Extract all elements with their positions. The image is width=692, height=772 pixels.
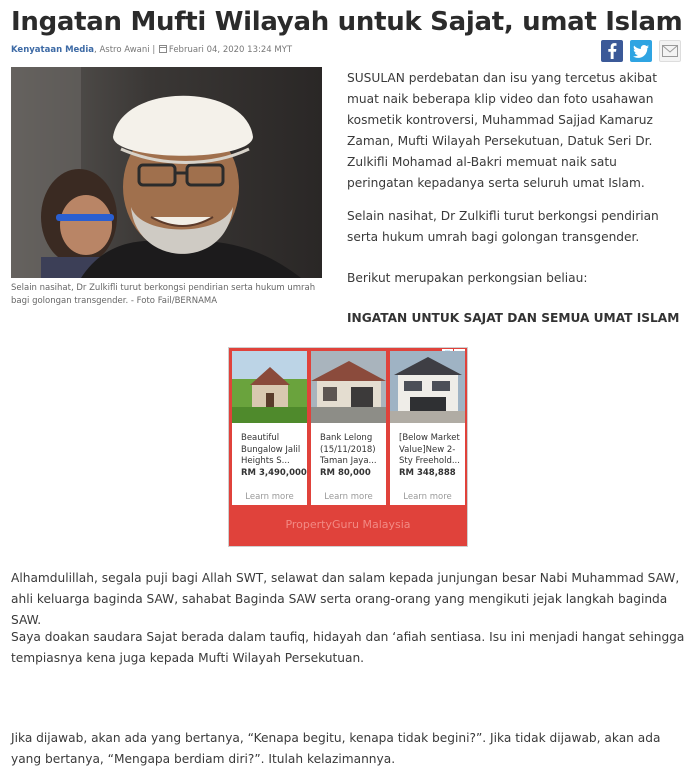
photo-caption: Selain nasihat, Dr Zulkifli turut berkongsi pendirian serta hukum umrah bagi golongan transgender. - Foto Fail/BERNAMA <box>11 283 316 306</box>
section-heading: INGATAN UNTUK SAJAT DAN SEMUA UMAT ISLAM <box>347 311 680 325</box>
listing-image <box>311 351 386 423</box>
publish-date: Februari 04, 2020 13:24 MYT <box>168 45 293 55</box>
learn-more-link[interactable]: Learn more <box>403 492 452 502</box>
twitter-share-button[interactable] <box>630 40 652 62</box>
paragraph-3: Berikut merupakan perkongsian beliau: <box>347 271 588 285</box>
ad-banner[interactable] <box>228 347 468 547</box>
paragraph-7: Jika dijawab, akan ada yang bertanya, “Kenapa begitu, kenapa tidak begini?”. Jika tidak dijawab, akan ada yang bertanya, “Mengapa berdiam diri?”. Itulah kelazimannya. <box>11 731 661 766</box>
ad-listing-card[interactable] <box>232 351 307 505</box>
paragraph-5: Alhamdulillah, segala puji bagi Allah SWT, selawat dan salam kepada junjungan besar Nabi Muhammad SAW, ahli keluarga baginda SAW, sahabat Baginda SAW serta orang-orang yang mengikuti jejak langkah baginda SAW. <box>11 571 680 627</box>
email-icon <box>662 45 678 57</box>
facebook-icon <box>606 43 618 59</box>
email-share-button[interactable] <box>659 40 681 62</box>
article-photo <box>11 67 322 278</box>
meta-separator: , <box>94 45 100 55</box>
paragraph-6: Saya doakan saudara Sajat berada dalam taufiq, hidayah dan ‘afiah sentiasa. Isu ini menjadi hangat sehingga tempiasnya kena juga kepada Mufti Wilayah Persekutuan. <box>11 630 685 665</box>
ad-brand-label: PropertyGuru Malaysia <box>285 518 411 531</box>
paragraph-2: Selain nasihat, Dr Zulkifli turut berkongsi pendirian serta hukum umrah bagi golongan transgender. <box>347 209 659 244</box>
ad-listing-card[interactable] <box>390 351 465 505</box>
author-name: Astro Awani <box>99 45 150 55</box>
listing-price: RM 80,000 <box>320 468 371 478</box>
twitter-icon <box>633 45 649 58</box>
article-title: Ingatan Mufti Wilayah untuk Sajat, umat Islam <box>11 7 683 37</box>
listing-title: Beautiful Bungalow Jalil Heights S... <box>241 433 301 466</box>
ad-listing-card[interactable] <box>311 351 386 505</box>
facebook-share-button[interactable] <box>601 40 623 62</box>
listing-price: RM 348,888 <box>399 468 456 478</box>
listing-price: RM 3,490,000 <box>241 468 307 478</box>
paragraph-intro: SUSULAN perdebatan dan isu yang tercetus akibat muat naik beberapa klip video dan foto usahawan kosmetik kontroversi, Muhammad Sajjad Kamaruz Zaman, Mufti Wilayah Persekutuan, Datuk Seri Dr. Zulkifli Mohamad al-Bakri memuat naik satu peringatan kepadanya serta seluruh umat Islam. <box>347 71 658 190</box>
source-link[interactable]: Kenyataan Media <box>11 45 95 55</box>
listing-image <box>232 351 307 423</box>
learn-more-link[interactable]: Learn more <box>245 492 294 502</box>
listing-image <box>390 351 465 423</box>
listing-title: [Below Market Value]New 2-Sty Freehold... <box>399 433 460 466</box>
listing-title: Bank Lelong (15/11/2018) Taman Jaya... <box>320 433 377 466</box>
article-meta: Kenyataan Media, Astro Awani | Februari 04, 2020 13:24 MYT <box>11 45 293 55</box>
calendar-icon <box>159 45 167 53</box>
learn-more-link[interactable]: Learn more <box>324 492 373 502</box>
